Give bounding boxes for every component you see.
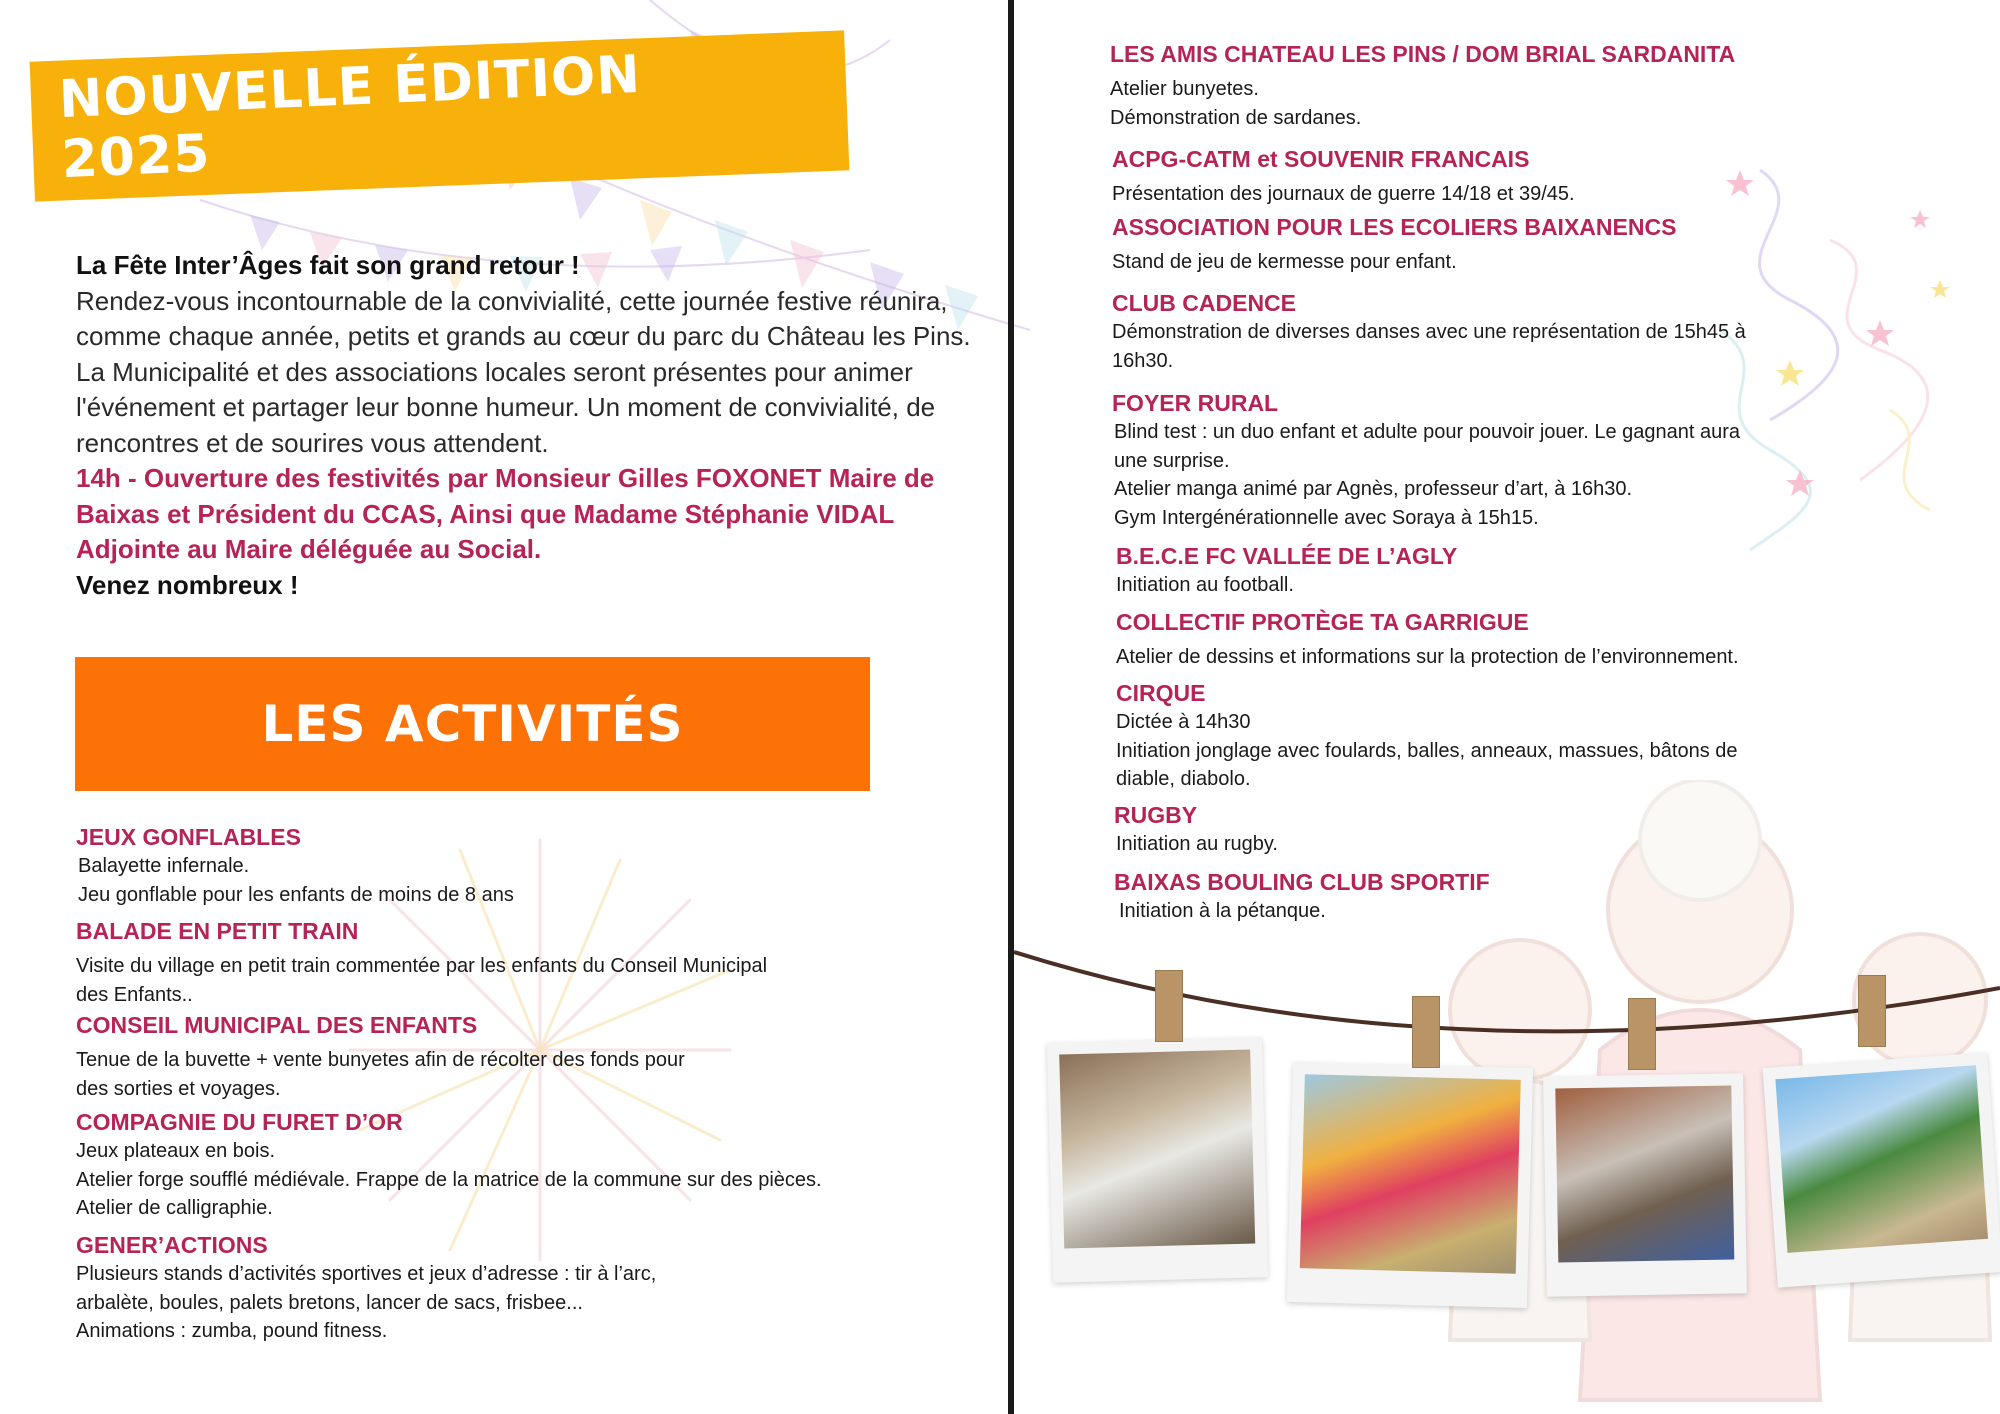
activity-line: Stand de jeu de kermesse pour enfant. bbox=[1112, 251, 1457, 273]
activity-rugby bbox=[1114, 800, 1278, 859]
activity-line: une surprise. bbox=[1114, 449, 1230, 472]
center-divider bbox=[1008, 0, 1014, 1414]
activity-line: Blind test : un duo enfant et adulte pour pouvoir jouer. Le gagnant aura bbox=[1114, 421, 1741, 443]
activity-line: Tenue de la buvette + vente bunyetes afin de récolter des fonds pour bbox=[76, 1049, 685, 1071]
activity-line: Animations : zumba, pound fitness. bbox=[76, 1320, 388, 1342]
activity-foyer-rural bbox=[1112, 388, 1740, 532]
photo-petit-train bbox=[1047, 1037, 1268, 1283]
photo-gym bbox=[1763, 1052, 2000, 1287]
intro-paragraph-2: La Municipalité et des associations locales seront présentes pour animer l'événement et partager leur bonne humeur. Un moment de convivialité, de rencontres et de sourires vous attendent. bbox=[76, 356, 936, 458]
activity-collectif-garrigue bbox=[1116, 607, 1739, 672]
activity-heading: CLUB CADENCE bbox=[1112, 290, 1296, 316]
activity-line: des sorties et voyages. bbox=[76, 1077, 281, 1100]
activity-bouling-club bbox=[1114, 867, 1490, 926]
activity-heading: CONSEIL MUNICIPAL DES ENFANTS bbox=[76, 1012, 478, 1038]
activity-line: Initiation au football. bbox=[1116, 574, 1294, 596]
activities-title: LES ACTIVITÉS bbox=[261, 695, 684, 753]
clothespin bbox=[1155, 970, 1183, 1042]
photo-exposition bbox=[1543, 1073, 1747, 1296]
activity-amis-chateau bbox=[1110, 39, 1735, 132]
intro-text bbox=[76, 248, 976, 603]
activity-line: Balayette infernale. bbox=[78, 855, 250, 877]
activity-heading: FOYER RURAL bbox=[1112, 390, 1279, 416]
activity-heading: COLLECTIF PROTÈGE TA GARRIGUE bbox=[1116, 609, 1529, 635]
intro-paragraph-1: Rendez-vous incontournable de la convivialité, cette journée festive réunira, comme chaque année, petits et grands au cœur du parc du Château les Pins. bbox=[76, 285, 971, 351]
clothespin bbox=[1858, 975, 1886, 1047]
activity-line: Atelier bunyetes. bbox=[1110, 78, 1259, 100]
activity-heading: GENER’ACTIONS bbox=[76, 1232, 268, 1258]
activity-line: Démonstration de sardanes. bbox=[1110, 106, 1362, 129]
activity-line: 16h30. bbox=[1112, 349, 1174, 372]
activity-heading: JEUX GONFLABLES bbox=[76, 824, 301, 850]
activity-line: des Enfants.. bbox=[76, 983, 193, 1006]
activity-acpg-catm bbox=[1112, 144, 1575, 209]
activity-conseil-municipal bbox=[76, 1010, 685, 1103]
activity-line: Initiation jonglage avec foulards, balles, anneaux, massues, bâtons de bbox=[1116, 739, 1738, 762]
activity-bece-fc bbox=[1116, 541, 1457, 600]
activity-line: Jeux plateaux en bois. bbox=[76, 1140, 276, 1162]
activity-heading: BALADE EN PETIT TRAIN bbox=[76, 918, 359, 944]
activity-line: Atelier de dessins et informations sur la protection de l’environnement. bbox=[1116, 646, 1739, 668]
clothespin bbox=[1412, 996, 1440, 1068]
activity-ecoliers-baixanencs bbox=[1112, 212, 1676, 277]
activity-line: Visite du village en petit train commentée par les enfants du Conseil Municipal bbox=[76, 955, 768, 977]
activity-line: Jeu gonflable pour les enfants de moins de 8 ans bbox=[78, 883, 514, 906]
activity-line: Atelier manga animé par Agnès, professeur d’art, à 16h30. bbox=[1114, 478, 1633, 500]
activity-line: Gym Intergénérationnelle avec Soraya à 15h15. bbox=[1114, 506, 1539, 529]
activity-line: arbalète, boules, palets bretons, lancer de sacs, frisbee... bbox=[76, 1291, 583, 1314]
activity-line: Présentation des journaux de guerre 14/18 et 39/45. bbox=[1112, 183, 1575, 205]
activity-line: Initiation à la pétanque. bbox=[1119, 900, 1326, 922]
activity-heading: LES AMIS CHATEAU LES PINS / DOM BRIAL SARDANITA bbox=[1110, 41, 1736, 67]
activity-heading: RUGBY bbox=[1114, 802, 1198, 828]
intro-closing: Venez nombreux ! bbox=[76, 569, 299, 600]
activity-heading: COMPAGNIE DU FURET D’OR bbox=[76, 1109, 403, 1135]
activity-heading: CIRQUE bbox=[1116, 680, 1206, 706]
activity-gener-actions bbox=[76, 1230, 656, 1346]
activity-heading: B.E.C.E FC VALLÉE DE L’AGLY bbox=[1116, 543, 1458, 569]
intro-lead: La Fête Inter’Âges fait son grand retour ! bbox=[76, 250, 580, 280]
activity-line: Démonstration de diverses danses avec une représentation de 15h45 à bbox=[1112, 321, 1746, 343]
edition-title: NOUVELLE ÉDITION 2025 bbox=[57, 44, 642, 191]
activity-club-cadence bbox=[1112, 288, 1746, 375]
activity-line: Initiation au rugby. bbox=[1116, 833, 1278, 855]
activity-line: Atelier de calligraphie. bbox=[76, 1197, 273, 1219]
clothespin bbox=[1628, 998, 1656, 1070]
photo-jeux-gonflables bbox=[1287, 1062, 1533, 1308]
activity-jeux-gonflables bbox=[76, 822, 514, 909]
activity-heading: BAIXAS BOULING CLUB SPORTIF bbox=[1114, 869, 1490, 895]
activity-line: Atelier forge soufflé médiévale. Frappe de la matrice de la commune sur des pièces. bbox=[76, 1168, 822, 1191]
opening-announcement: 14h - Ouverture des festivités par Monsieur Gilles FOXONET Maire de Baixas et Président du CCAS, Ainsi que Madame Stéphanie VIDAL Adjointe au Maire déléguée au Social. bbox=[76, 463, 935, 564]
activity-compagnie-furet bbox=[76, 1107, 822, 1223]
activity-heading: ACPG-CATM et SOUVENIR FRANCAIS bbox=[1112, 146, 1530, 172]
activity-cirque bbox=[1116, 678, 1738, 794]
activity-line: Dictée à 14h30 bbox=[1116, 711, 1251, 733]
activity-line: diable, diabolo. bbox=[1116, 768, 1251, 790]
activity-line: Plusieurs stands d’activités sportives et jeux d’adresse : tir à l’arc, bbox=[76, 1263, 657, 1285]
activity-heading: ASSOCIATION POUR LES ECOLIERS BAIXANENCS bbox=[1112, 214, 1677, 240]
activities-banner bbox=[75, 657, 870, 791]
activity-balade-petit-train bbox=[76, 916, 767, 1009]
